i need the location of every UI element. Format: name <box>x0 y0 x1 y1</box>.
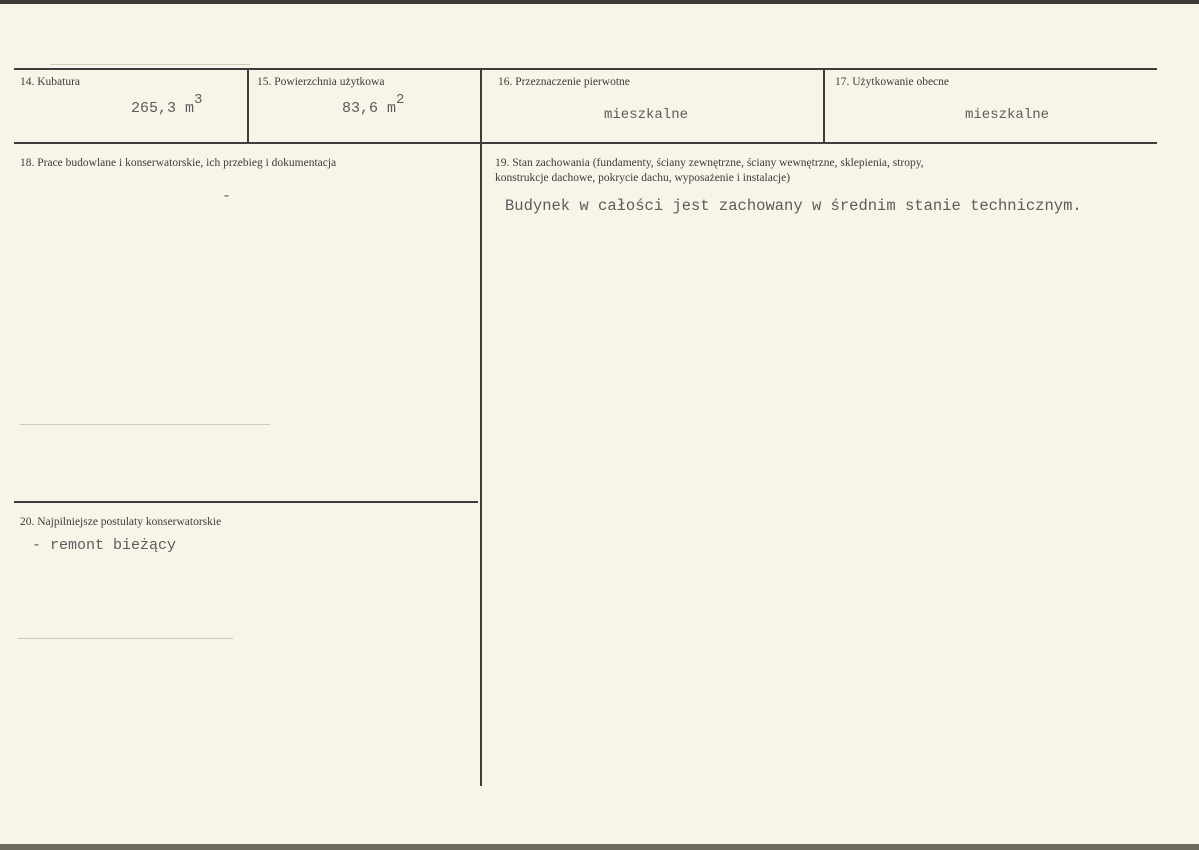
field-15-number: 83,6 m <box>342 100 397 117</box>
field-14-value <box>131 92 203 117</box>
field-15-value <box>342 92 405 117</box>
divider-14-15 <box>247 68 249 144</box>
divider-15-16 <box>480 68 482 786</box>
field-15-unit-exponent: 2 <box>396 92 405 108</box>
field-16-value: mieszkalne <box>604 107 689 123</box>
field-17-value: mieszkalne <box>965 107 1050 123</box>
field-20-value: - remont bieżący <box>32 537 177 554</box>
field-19-value: Budynek w całości jest zachowany w średnim stanie technicznym. <box>505 197 1082 215</box>
scan-mark <box>18 638 233 639</box>
field-16-label: 16. Przeznaczenie pierwotne <box>498 76 630 88</box>
field-18-label: 18. Prace budowlane i konserwatorskie, ich przebieg i dokumentacja <box>20 157 337 169</box>
field-15-label: 15. Powierzchnia użytkowa <box>257 76 385 88</box>
scan-mark <box>20 424 270 425</box>
row1-bottom-rule <box>14 142 1157 144</box>
top-rule <box>14 68 1157 70</box>
field20-top-rule <box>14 501 478 503</box>
field-14-unit-exponent: 3 <box>194 92 203 108</box>
scan-mark <box>50 64 250 65</box>
field-20-label: 20. Najpilniejsze postulaty konserwatorskie <box>20 516 222 528</box>
field-14-number: 265,3 m <box>131 100 195 117</box>
field-19-label-line2: konstrukcje dachowe, pokrycie dachu, wyposażenie i instalacje) <box>495 172 791 184</box>
field-17-label: 17. Użytkowanie obecne <box>835 76 950 88</box>
divider-16-17 <box>823 68 825 144</box>
field-19-label-line1: 19. Stan zachowania (fundamenty, ściany zewnętrzne, ściany wewnętrzne, sklepienia, stropy, <box>495 157 924 169</box>
field-14-label: 14. Kubatura <box>20 76 81 88</box>
field-18-value: - <box>222 188 232 205</box>
